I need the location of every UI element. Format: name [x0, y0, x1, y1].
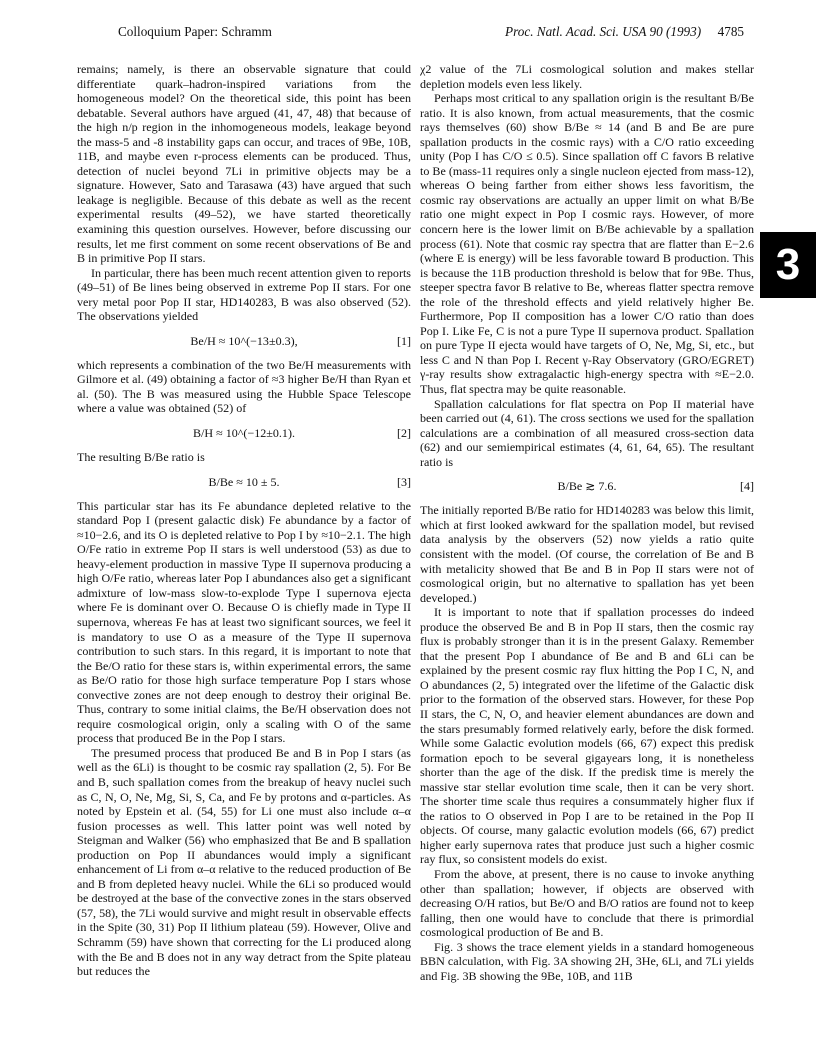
paragraph: Fig. 3 shows the trace element yields in a standard homogeneous BBN calculation, with Fig. 3A showing 2H, 3He, 6Li, and 7Li yields and Fig. 3B showing the 9Be, 10B, and 11B [420, 939, 754, 983]
journal-citation: Proc. Natl. Acad. Sci. USA 90 (1993) [505, 24, 702, 39]
equation-expression: B/Be ≳ 7.6. [557, 479, 617, 494]
paragraph: remains; namely, is there an observable signature that could differentiate quark–hadron-inspired variations from the homogeneous model? On the theoretical side, this point has been debatable. Several authors have argued (41, 47, 48) that because of the high n/p region in the inhomogeneous models, leakage beyond the mass-5 and -8 instability gaps can occur, and traces of 9Be, 10B, 11B, and maybe even r-process elements can be produced. Thus, detection of nuclei beyond 7Li in primitive objects may be a signature. However, Sato and Tarasawa (43) have argued that such leakage is negligible. Because of this debate as well as the recent experimental results (49–52), we have started theoretically examining this question ourselves. However, before discussing our results, let me first comment on some recent observations of Be and B in primitive Pop II stars. [77, 62, 411, 266]
paragraph: In particular, there has been much recent attention given to reports (49–51) of Be lines being observed in extreme Pop II stars. For one very metal poor Pop II star, HD140283, B was also observed (52). The observations yielded [77, 265, 411, 324]
paragraph: χ2 value of the 7Li cosmological solution and makes stellar depletion models even less likely. [420, 62, 754, 91]
paragraph: The presumed process that produced Be and B in Pop I stars (as well as the 6Li) is thought to be cosmic ray spallation (2, 5). For Be and B, such spallation comes from the breakup of heavy nuclei such as C, N, O, Ne, Mg, Si, S, Ca, and Fe by protons and α-particles. As noted by Epstein et al. (54, 55) for Li one must also include α–α fusion processes as well. This latter point was well noted by Steigman and Walker (56) who emphasized that Be and B spallation production on Pop II abundances would imply a significant enhancement of Li from α–α relative to the reduced production of Be and B from depleted heavy nuclei. While the 6Li so produced would be destroyed at the base of the convective zones in the stars observed (57, 58), the 7Li would survive and might result in observable effects in the Spite (30, 31) Pop II lithium plateau (59). However, Olive and Schramm (59) have shown that correcting for the Li produced along with the Be and B does not in any way detract from the Spite plateau but reduces the [77, 745, 412, 979]
section-tab: 3 [760, 232, 816, 298]
equation-number: [2] [396, 426, 411, 441]
paragraph: Spallation calculations for flat spectra on Pop II material have been carried out (4, 61). The cross sections we used for the spallation calculations are a combination of all measured cross-section data (62) and our semiempirical estimates (4, 61, 64, 65). The resultant ratio is [420, 396, 754, 469]
paragraph: The initially reported B/Be ratio for HD140283 was below this limit, which at first looked awkward for the spallation model, but revised data analysis by the observers (52) now yields a ratio quite consistent with the model. (Of course, the correlation of Be and B with metalicity showed that Be and B in Pop II stars were not of cosmological origin, but no alternative to spallation has yet been developed.) [420, 503, 754, 605]
running-header [118, 24, 744, 42]
paragraph: which represents a combination of the two Be/H measurements with Gilmore et al. (49) obtaining a factor of ≈3 higher Be/H than Ryan et al. (50). The B was measured using the Hubble Space Telescope where a value was obtained (52) of [77, 357, 411, 416]
equation-number: [1] [396, 333, 411, 348]
paragraph: Perhaps most critical to any spallation origin is the resultant B/Be ratio. It is also known, from actual measurements, that the cosmic rays themselves (60) show B/Be ≈ 14 (and B and Be are pure spallation products in the cosmic rays) with a C/O ratio exceeding unity (Pop I has C/O ≤ 0.5). Since spallation off C favors B relative to Be (mass-11 requires only a single nucleon ejected from mass-12), whereas O being farther from either shows less favoritism, the cosmic ray observations are actually an upper limit on what B/Be ratio one might expect in Pop I cosmic rays. However, of more concern here is the lower limit on B/Be achievable by a spallation process (61). Note that cosmic ray spectra that are flatter than E−2.6 (where E is energy) will be less favorable toward B production. This is because the 11B production threshold is below that for 9Be. Thus, steeper spectra favor B relative to Be, whereas flatter spectra remove the role of the threshold effects and yield relatively higher Be. Furthermore, Pop II composition has a lower C/O ratio than does Pop I. Like Fe, C is not a pure Type II supernova product. Spallation on pure Type II ejecta would have targets of O, Ne, Mg, Si, etc., but less C and N than Pop I. Recent γ-Ray Observatory (GRO/EGRET) γ-ray results show extragalactic high-energy spectra with ≈E−2.0. Thus, flat spectra may be quite reasonable. [420, 91, 754, 397]
equation-3 [77, 469, 411, 495]
paragraph: From the above, at present, there is no cause to invoke anything other than spallation; however, if objects are observed with decreasing O/H ratios, but Be/O and B/O ratios are found not to keep falling, then one would have to conclude that there is primordial cosmological production of Be and B. [420, 866, 754, 940]
equation-4 [420, 473, 754, 499]
page-number: 4785 [717, 24, 744, 39]
right-column [420, 62, 754, 983]
equation-expression: B/H ≈ 10^(−12±0.1). [193, 426, 295, 441]
header-title: Colloquium Paper: Schramm [118, 24, 272, 39]
equation-number: [3] [396, 474, 411, 489]
equation-2 [77, 420, 411, 446]
equation-1 [77, 328, 411, 354]
left-column [77, 62, 411, 979]
paragraph: The resulting B/Be ratio is [77, 450, 205, 465]
paragraph: This particular star has its Fe abundance depleted relative to the standard Pop I (present galactic disk) Fe abundance by a factor of ≈10−2.6, and its O is depleted relative to Pop I by ≈10−2.1. The high O/Fe ratio in extreme Pop II stars is well understood (53) as due to heavy-element production in massive Type II supernova producing a high O/Fe ratio, whereas later Pop I abundances also get a significant admixture of low-mass slow-to-explode Type I supernova ejecta where Fe is dominant over O. Because O is chiefly made in Type II supernova, whereas Fe has at least two significant sources, we feel it is mandatory to use O as a measure of the Type II supernova contribution to such stars. In this regard, it is important to note that the Be/O ratio for these stars is, within experimental errors, the same as Be/O ratio for those high surface temperature Pop I stars whose convective zones are not deep enough to destroy their original Be. Thus, contrary to some initial claims, the Be/H observation does not require cosmological origin, only a scaling with O of the same process that produced Be in the Pop I stars. [77, 498, 411, 746]
header-journal [505, 24, 744, 40]
equation-expression: B/Be ≈ 10 ± 5. [208, 474, 280, 489]
equation-expression: Be/H ≈ 10^(−13±0.3), [190, 333, 298, 348]
paragraph: It is important to note that if spallation processes do indeed produce the observed Be and B in Pop II stars, then the cosmic ray flux is probably stronger than it is in the present Galaxy. Remember that the present Pop I abundance of Be and B and 6Li can be explained by the present cosmic ray flux hitting the Pop I C, N, and O abundances (2, 5) integrated over the lifetime of the Galactic disk prior to the formation of the observed stars. However, for these Pop II stars, the C, N, O, and heavier element abundances are down and the stars presumably formed relatively early, before the disk formed. While some Galactic evolution models (66, 67) expect this predisk formation epoch to be several gigayears long, it is nonetheless shorter than the age of the disk. If the predisk time is merely the massive star stellar evolution time scale, then it can be very short. The shorter time scale thus requires a consummately higher flux if the ratios to O observed in Pop I are to be retained in the Pop II objects. Of course, many galactic evolution models (66, 67) predict higher early supernova rates that produce just such a higher cosmic ray flux, so consistent models do exist. [420, 605, 754, 867]
equation-number: [4] [739, 479, 754, 494]
